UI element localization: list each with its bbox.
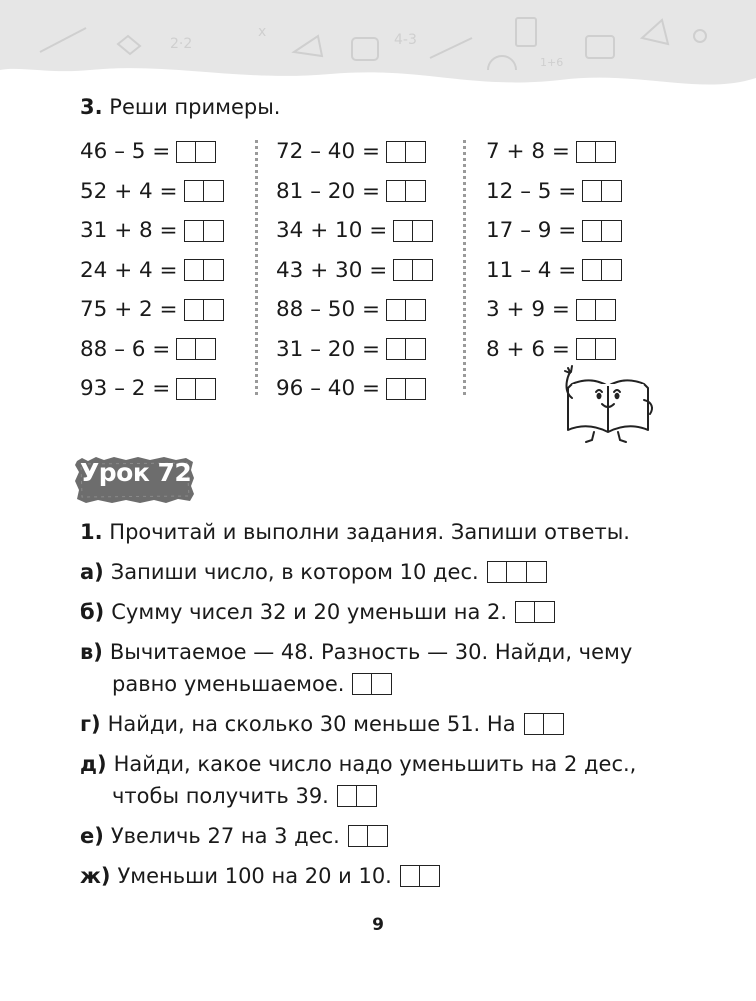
answer-cell[interactable] [602,220,622,242]
example-text: 24 + 4 = [80,257,178,283]
example-text: 43 + 30 = [276,257,388,283]
item-text: Сумму чисел 32 и 20 уменьши на 2. [111,600,508,624]
answer-cell[interactable] [544,713,564,735]
example-column-1 [80,132,224,409]
item-label: г) [80,712,101,736]
example-text: 88 – 50 = [276,297,380,323]
example-text: 12 – 5 = [486,178,577,204]
answer-cell[interactable] [352,673,372,695]
answer-cell[interactable] [204,299,224,321]
example-text: 96 – 40 = [276,376,380,402]
answer-cell[interactable] [596,141,616,163]
answer-cell[interactable] [386,338,406,360]
example-text: 72 – 40 = [276,139,380,165]
answer-cell[interactable] [413,259,433,281]
answer-cell[interactable] [596,338,616,360]
answer-cell[interactable] [602,259,622,281]
answer-cell[interactable] [413,220,433,242]
item-text: Найди, какое число надо уменьшить на 2 дес., [113,752,637,776]
item-label: ж) [80,864,111,888]
task3-title: Реши примеры. [109,95,281,119]
example-row [486,211,622,251]
task1-item-a [80,560,547,584]
example-row [80,172,224,212]
answer-cell[interactable] [357,785,377,807]
answer-cell[interactable] [184,220,204,242]
answer-cell[interactable] [386,378,406,400]
example-text: 52 + 4 = [80,178,178,204]
example-column-2 [276,132,433,409]
task1-item-d [80,752,636,776]
example-row [486,132,622,172]
answer-cell[interactable] [406,338,426,360]
answer-cell[interactable] [582,259,602,281]
answer-cell[interactable] [386,299,406,321]
example-row [80,211,224,251]
task1-number: 1. [80,520,103,544]
answer-cell[interactable] [393,220,413,242]
example-row [80,369,224,409]
example-text: 34 + 10 = [276,218,388,244]
answer-cell[interactable] [393,259,413,281]
example-row [276,132,433,172]
item-text: Увеличь 27 на 3 дес. [110,824,340,848]
example-row [276,369,433,409]
example-row [276,330,433,370]
task3-heading [80,95,280,119]
answer-cell[interactable] [196,338,216,360]
answer-cell[interactable] [196,378,216,400]
task3-number: 3. [80,95,103,119]
example-row [80,251,224,291]
task1-heading [80,520,630,544]
doodle-text: x [258,24,267,40]
answer-cell[interactable] [372,673,392,695]
answer-cell[interactable] [582,180,602,202]
answer-cell[interactable] [337,785,357,807]
item-label: а) [80,560,104,584]
answer-cell[interactable] [204,259,224,281]
page-number: 9 [372,915,384,935]
answer-cell[interactable] [386,141,406,163]
example-row [486,172,622,212]
item-text: равно уменьшаемое. [112,672,345,696]
dotted-divider [463,140,466,395]
example-row [486,290,622,330]
answer-cell[interactable] [487,561,507,583]
item-label: б) [80,600,105,624]
answer-cell[interactable] [576,299,596,321]
answer-cell[interactable] [400,865,420,887]
example-row [276,251,433,291]
doodle-text: 4-3 [394,32,417,48]
answer-cell[interactable] [348,825,368,847]
item-text: Найди, на сколько 30 меньше 51. На [107,712,516,736]
answer-cell[interactable] [184,259,204,281]
item-text: Вычитаемое — 48. Разность — 30. Найди, чему [109,640,633,664]
example-text: 7 + 8 = [486,139,570,165]
example-text: 81 – 20 = [276,178,380,204]
answer-cell[interactable] [204,220,224,242]
dotted-divider [255,140,258,395]
answer-cell[interactable] [535,601,555,623]
example-row [486,251,622,291]
header-band [0,0,756,110]
example-row [276,290,433,330]
example-text: 31 – 20 = [276,336,380,362]
example-text: 3 + 9 = [486,297,570,323]
example-row [80,330,224,370]
answer-cell[interactable] [527,561,547,583]
answer-cell[interactable] [386,180,406,202]
example-text: 31 + 8 = [80,218,178,244]
example-row [80,132,224,172]
doodle-text: 1+6 [540,56,564,69]
example-text: 75 + 2 = [80,297,178,323]
example-text: 93 – 2 = [80,376,171,402]
example-text: 88 – 6 = [80,336,171,362]
answer-cell[interactable] [406,180,426,202]
book-mascot-icon [556,362,660,444]
task1-item-zh [80,864,440,888]
lesson-label: Урок 72 [80,458,192,487]
task1-item-d-cont [112,784,377,808]
item-label: е) [80,824,104,848]
task1-item-v-cont [112,672,392,696]
answer-cell[interactable] [596,299,616,321]
answer-cell[interactable] [406,378,426,400]
example-row [276,211,433,251]
example-text: 11 – 4 = [486,257,577,283]
answer-cell[interactable] [420,865,440,887]
answer-cell[interactable] [507,561,527,583]
answer-cell[interactable] [406,299,426,321]
doodle-text: 2·2 [170,36,193,52]
example-text: 8 + 6 = [486,336,570,362]
answer-cell[interactable] [406,141,426,163]
answer-cell[interactable] [576,338,596,360]
example-row [80,290,224,330]
answer-cell[interactable] [368,825,388,847]
item-label: в) [80,640,103,664]
item-label: д) [80,752,107,776]
task1-title: Прочитай и выполни задания. Запиши ответы. [109,520,630,544]
example-row [276,172,433,212]
item-text: Уменьши 100 на 20 и 10. [117,864,392,888]
answer-cell[interactable] [184,299,204,321]
answer-cell[interactable] [204,180,224,202]
answer-cell[interactable] [196,141,216,163]
example-text: 17 – 9 = [486,218,577,244]
answer-cell[interactable] [582,220,602,242]
answer-cell[interactable] [576,141,596,163]
answer-cell[interactable] [176,141,196,163]
task1-item-e [80,824,388,848]
answer-cell[interactable] [176,338,196,360]
example-column-3 [486,132,622,369]
item-text: чтобы получить 39. [112,784,329,808]
answer-cell[interactable] [176,378,196,400]
answer-cell[interactable] [524,713,544,735]
task1-item-b [80,600,555,624]
item-text: Запиши число, в котором 10 дес. [110,560,479,584]
task1-item-v [80,640,632,664]
answer-cell[interactable] [602,180,622,202]
example-text: 46 – 5 = [80,139,171,165]
task1-item-g [80,712,564,736]
answer-cell[interactable] [184,180,204,202]
answer-cell[interactable] [515,601,535,623]
